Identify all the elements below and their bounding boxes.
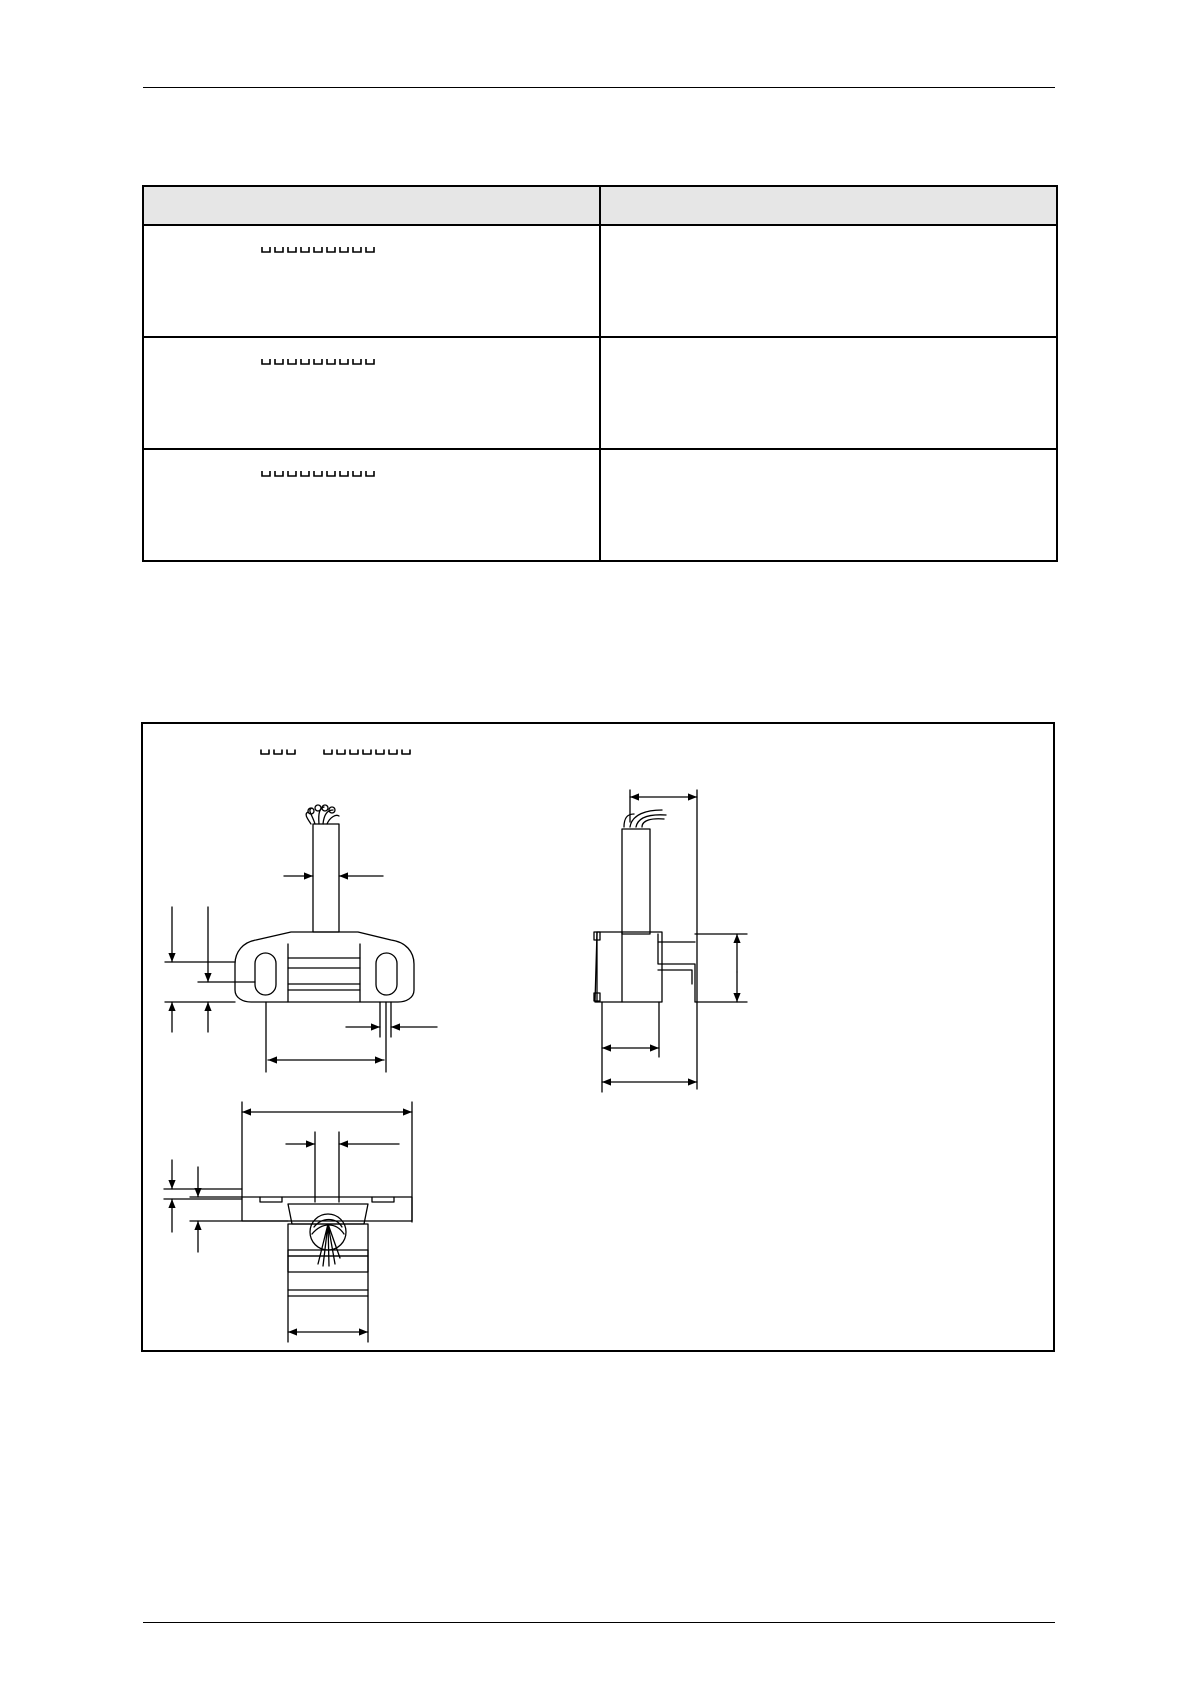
table-cell-model (143, 449, 600, 561)
dimension-drawing (143, 724, 1053, 1350)
spec-table (142, 185, 1058, 562)
table-row (143, 449, 1057, 561)
table-cell-description (600, 449, 1057, 561)
header-rule (143, 87, 1055, 88)
table-cell-model (143, 225, 600, 337)
side-view (594, 790, 747, 1092)
table-header-cell (143, 186, 600, 225)
caption-redaction-marks (261, 750, 410, 754)
top-wires-icon (312, 1220, 344, 1267)
redacted-text-marks (261, 358, 384, 366)
table-row (143, 225, 1057, 337)
top-view (164, 1102, 412, 1342)
table-header-row (143, 186, 1057, 225)
table-row (143, 337, 1057, 449)
front-view (165, 805, 437, 1072)
footer-rule (143, 1622, 1055, 1623)
table-cell-description (600, 225, 1057, 337)
table-cell-model (143, 337, 600, 449)
redacted-text-marks (261, 246, 384, 254)
dimension-drawing-frame (141, 722, 1055, 1352)
table-header-cell (600, 186, 1057, 225)
front-wires-icon (306, 805, 339, 824)
table-cell-description (600, 337, 1057, 449)
redacted-text-marks (261, 470, 384, 478)
